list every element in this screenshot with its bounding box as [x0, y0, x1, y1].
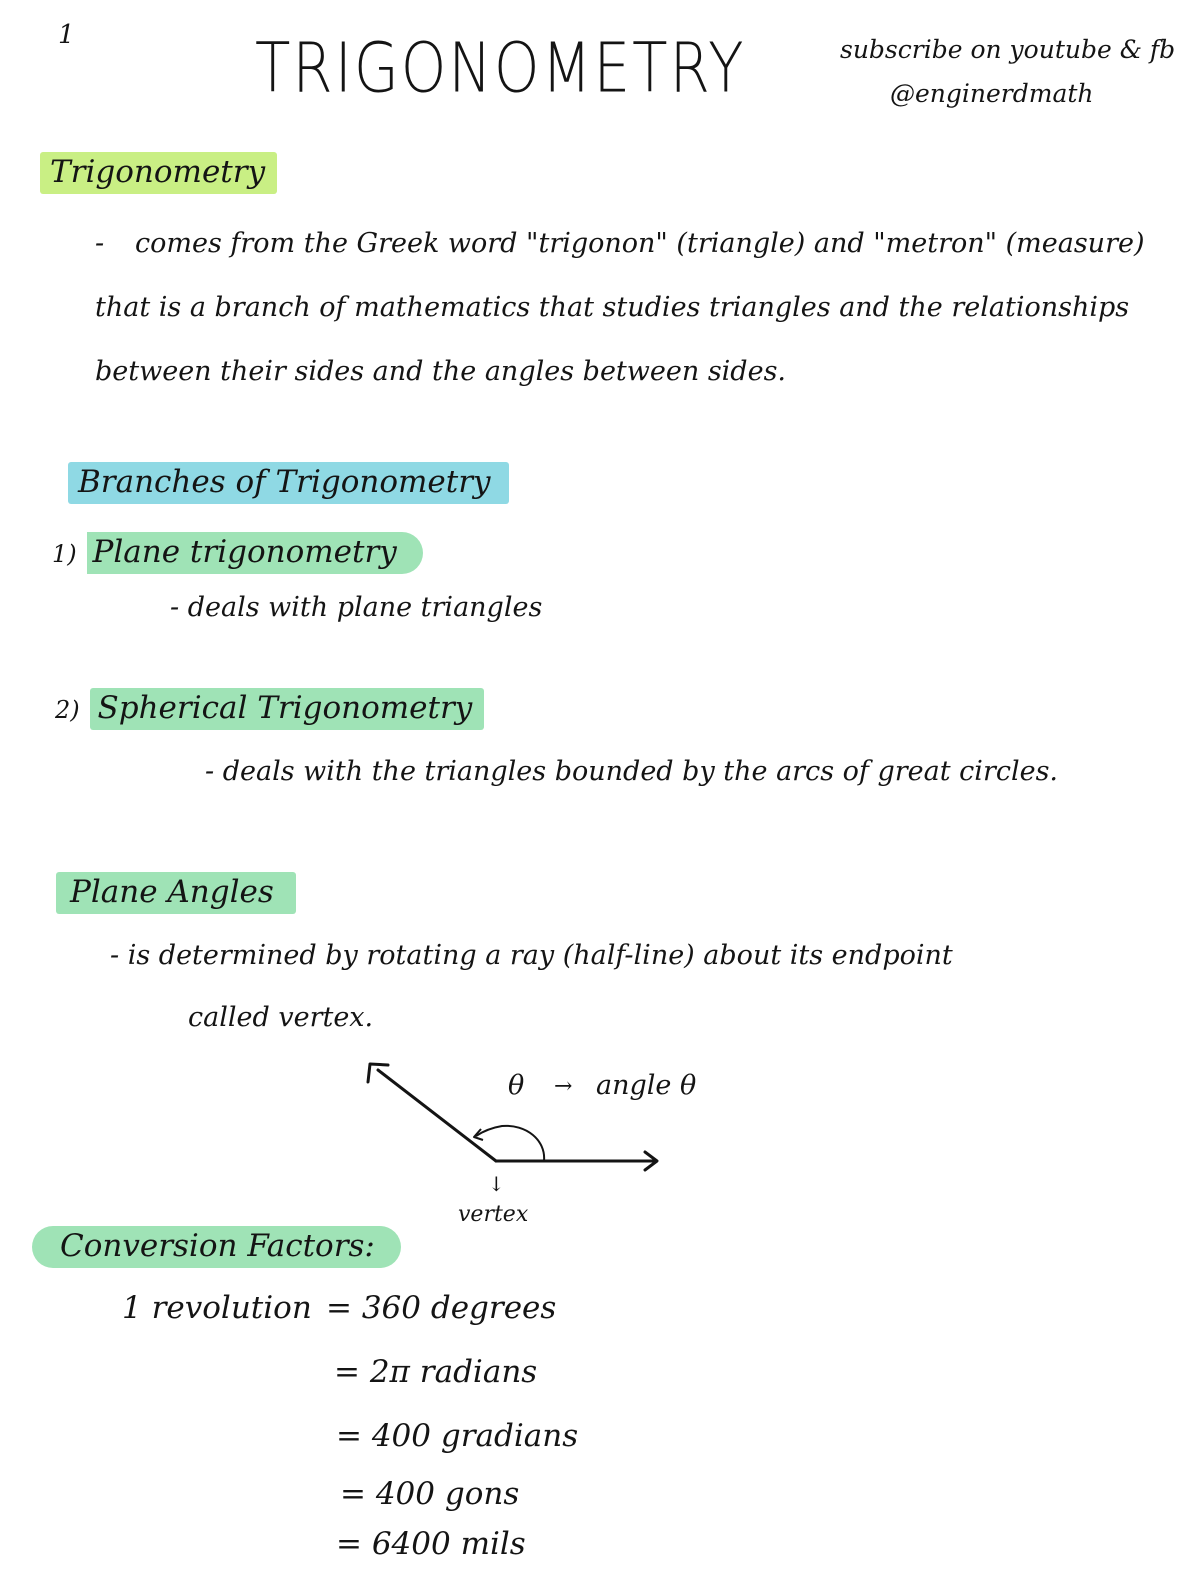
- conversion-row-4: = 400 gons: [340, 1476, 520, 1512]
- branch-2-number: 2): [55, 696, 80, 724]
- branch-1-number: 1): [52, 540, 77, 568]
- right-arrow-icon: →: [554, 1074, 573, 1099]
- branch-1-title: [52, 532, 423, 574]
- conversion-heading-text: Conversion Factors:: [32, 1226, 401, 1268]
- intro-heading: [40, 152, 277, 194]
- intro-dash: -: [95, 228, 105, 259]
- promo-handle: @enginerdmath: [890, 79, 1094, 108]
- ray-terminal-side: [378, 1070, 496, 1161]
- branch-2-name: Spherical Trigonometry: [90, 688, 485, 730]
- angle-arc: [476, 1126, 544, 1161]
- conversion-row-1: = 360 degrees: [326, 1290, 557, 1326]
- branch-1-desc: - deals with plane triangles: [170, 592, 543, 623]
- intro-text: comes from the Greek word "trigonon" (triangle) and "metron" (measure) that is a branch of mathematics that studies triangles and the relationships between their sides and the angles between sides.: [95, 228, 1145, 387]
- conversion-row-2: = 2π radians: [334, 1354, 538, 1390]
- ray-terminal-arrowhead: [368, 1064, 388, 1082]
- page-title: TRIGONOMETRY: [255, 28, 746, 109]
- plane-angles-heading: [56, 872, 296, 914]
- intro-heading-text: Trigonometry: [40, 152, 277, 194]
- theta-symbol: θ: [508, 1070, 525, 1101]
- down-arrow-icon: ↓: [488, 1172, 505, 1196]
- branch-2-title: [55, 688, 484, 730]
- promo-block: [840, 28, 1175, 116]
- branches-heading: [68, 462, 509, 504]
- conversion-row-5: = 6400 mils: [336, 1526, 526, 1562]
- plane-angles-line-2: called vertex.: [188, 1002, 374, 1033]
- promo-line-1: subscribe on youtube & fb: [840, 35, 1176, 64]
- page-number: 1: [58, 20, 75, 50]
- intro-paragraph: [95, 212, 1175, 404]
- plane-angles-line-1: - is determined by rotating a ray (half-line) about its endpoint: [110, 940, 953, 971]
- branch-2-desc: - deals with the triangles bounded by the arcs of great circles.: [205, 756, 1059, 787]
- branches-heading-text: Branches of Trigonometry: [68, 462, 509, 504]
- conversion-heading: [32, 1226, 401, 1268]
- conversion-lhs: 1 revolution: [122, 1290, 312, 1326]
- branch-1-name: Plane trigonometry: [87, 532, 423, 574]
- vertex-label: vertex: [458, 1202, 529, 1227]
- plane-angles-heading-text: Plane Angles: [56, 872, 296, 914]
- conversion-row-3: = 400 gradians: [336, 1418, 579, 1454]
- angle-theta-label: angle θ: [596, 1070, 697, 1101]
